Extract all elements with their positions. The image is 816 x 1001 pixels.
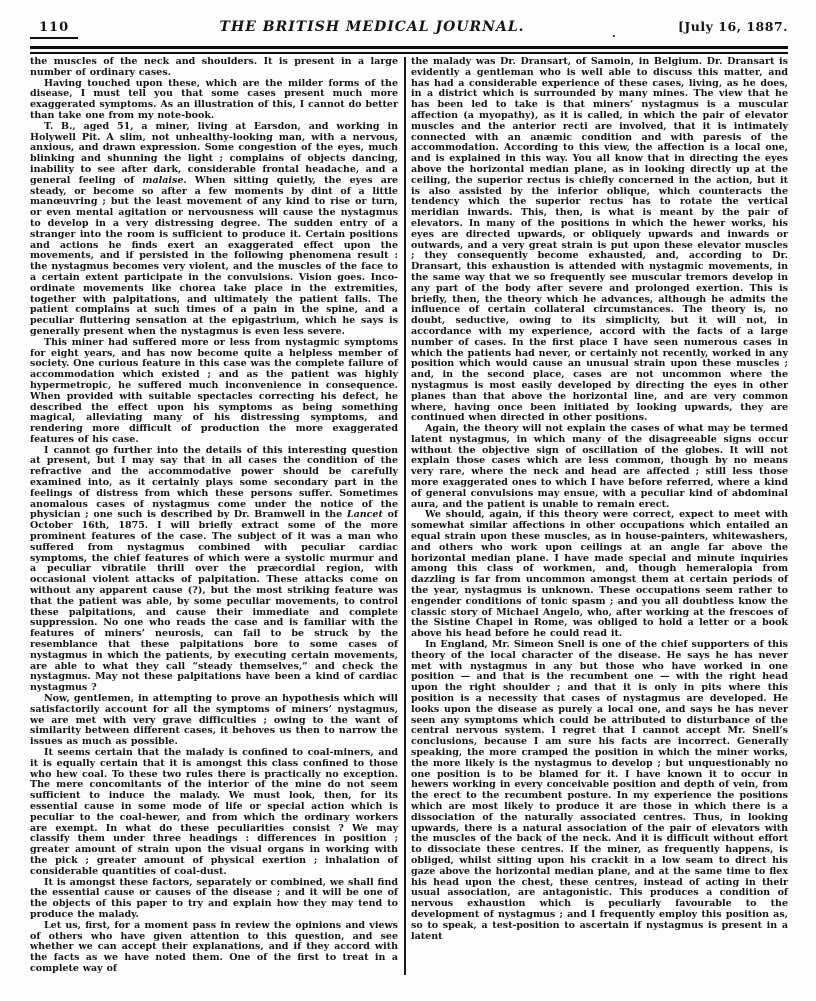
paragraph: T. B., aged 51, a miner, living at Earsdon, and working in Holywell Pit. A slim, not unhealthy-looking man, with a nervous, anxious, and drawn expression. Some congestion of the eyes, much blinking and shunning the light ; complains of objects dancing, inability to see after dark, considerable frontal headache, and a general feeling of malaise. When sitting quietly, the eyes are steady, or become so after a few moments by dint of a little manœuvring ; but the least movement of any kind to rise or turn, or even mental agitation or nervousness will cause the nystagmus to develop in a very distressing degree. The sudden entry of a stranger into the room is sufficient to produce it. Certain positions and actions he finds exert an exaggerated effect upon the movements, and if persisted in the following phenomena result : the nystagmus becomes very violent, and the muscles of the face to a certain extent participate in the convulsions. Vision goes. Inco-ordinate movements like chorea take place in the extremities, together with palpitations, and ultimately the patient falls. The patient complains at such times of a pain in the spine, and a peculiar fluttering sensation at the epigastrium, which he says is generally present when the nystagmus is even less severe. <box>30 120 398 337</box>
paragraph: I cannot go further into the details of this interesting question at present, but I may say that in all cases the condition of the refractive and the accommodative power should be carefully examined into, as it certainly plays some secondary part in the feelings of distress from which these persons suffer. Sometimes anomalous cases of nystagmus come under the notice of the physician ; one such is described by Dr. Bramwell in the Lancet of October 16th, 1875. I will briefly extract some of the more prominent features of the case. The subject of it was a man who suffered from nystagmus combined with peculiar cardiac symptoms, the chief features of which were a systolic murmur and a peculiar vibratile thrill over the præcordial region, with occasional violent attacks of palpitation. These attacks come on without any apparent cause (?), but the most striking feature was that the patient was able, by some peculiar movements, to control these palpitations, and cause their immediate and complete suppression. No one who reads the case and is familiar with the features of miners’ neurosis, can fail to be struck by the resemblance that these palpitations bore to some cases of nystagmus in which the patients, by executing certain movements, are able to what they call “steady themselves,” and check the nystagmus. May not these palpitations have been a kind of cardiac nystagmus ? <box>30 444 398 694</box>
paragraph: It seems certain that the malady is confined to coal-miners, and it is equally certain that it is amongst this class confined to those who hew coal. To these two rules there is practically no exception. The mere concomitants of the interior of the mine do not seem sufficient to induce the malady. We must look, then, for its essential cause in some mode of life or special action which is peculiar to the coal-hewer, and from which the ordinary workers are exempt. In what do these peculiarities consist ? We may classify them under three headings : differences in position ; greater amount of strain upon the visual organs in working with the pick ; greater amount of physical exertion ; inhalation of considerable quantities of coal-dust. <box>30 747 398 877</box>
paragraph: Having touched upon these, which are the milder forms of the disease, I must tell you that some cases present much more exaggerated symptoms. As an illustration of this, I cannot do better than take one from my note-book. <box>30 77 398 121</box>
paragraph: This miner had suffered more or less from nystagmic symptoms for eight years, and has now become quite a helpless member of society. One curious feature in this case was the complete failure of accommodation which existed ; and as the patient was highly hypermetropic, he suffered much inconvenience in consequence. When provided with suitable spectacles correcting his defect, he described the effect upon his symptoms as being something magical, alleviating many of his distressing symptoms, and rendering more difficult of production the more exaggerated features of his case. <box>30 336 398 445</box>
paragraph: Now, gentlemen, in attempting to prove an hypothesis which will satisfactorily account for all the symptoms of miners’ nystagmus, we are met with very grave difficulties ; owing to the want of similarity between different cases, it behoves us then to narrow the issues as much as possible. <box>30 693 398 748</box>
column-divider-rule <box>404 57 406 975</box>
paragraph: We should, again, if this theory were correct, expect to meet with somewhat similar affections in other occupations which entailed an equal strain upon these muscles, as in house-painters, whitewashers, and others who work upon ceilings at an angle far above the horizontal median plane. I have made special and minute inquiries among this class of workmen, and, though hemeralopia from dazzling is far from uncommon amongst them at certain periods of the year, nystagmus is unknown. These occupations seem rather to engender conditions of tonic spasm ; and you all doubtless know the classic story of Michael Angelo, who, after working at the frescoes of the Sistine Chapel in Rome, was obliged to hold a letter or a book above his head before he could read it. <box>411 509 788 640</box>
paragraph: Again, the theory will not explain the cases of what may be termed latent nystagmus, in which many of the disagreeable signs occur without the objective sign of oscillation of the globes. It will not explain those cases which are less common, though by no means very rare, where the neck and head are affected ; still less those more exaggerated ones to which I have before referred, where a kind of general convulsions may ensue, with a peculiar kind of abdominal aura, and the patient is unable to remain erect. <box>411 423 788 510</box>
paragraph: Let us, first, for a moment pass in review the opinions and views of others who have given attention to this question, and see whether we can accept their explanations, and if they accord with the facts as we have noted them. One of the first to treat in a complete way of <box>30 919 398 974</box>
article-body <box>30 57 788 975</box>
header-double-rule <box>30 46 788 54</box>
journal-title: THE BRITISH MEDICAL JOURNAL. <box>219 19 525 35</box>
right-column <box>411 57 788 975</box>
left-column <box>30 57 398 975</box>
paragraph: It is amongst these factors, separately or combined, we shall find the essential cause or causes of the disease ; and it will be one of the objects of this paper to try and explain how they may tend to produce the malady. <box>30 876 398 920</box>
issue-date: [July 16, 1887. <box>677 19 788 34</box>
page-number: 110 <box>30 20 78 39</box>
paragraph: In England, Mr. Simeon Snell is one of the chief supporters of this theory of the local character of the disease. He says he has never met with nystagmus in any but those who have worked in one position — and that is the recumbent one — with the right head upon the right shoulder ; and that it is only in pits where this position is a necessity that cases of nystagmus are developed. He looks upon the disease as purely a local one, and says he has never seen any symptoms which could be attributed to disturbance of the central nervous system. I regret that I cannot accept Mr. Snell’s conclusions, because I am sure his facts are incorrect. Generally speaking, the more cramped the position in which the miner works, the more likely is the nystagmus to develop ; but unquestionably no one position is to be blamed for it. I have known it to occur in hewers working in every conceivable position and depth of vein, from the erect to the recumbent posture. In my experience the positions which are most likely to produce it are those in which there is a dissociation of the naturally associated centres. Thus, in looking upwards, there is a natural association of the pair of elevators with the muscles of the back of the neck. And it is difficult without effort to dissociate these centres. If the miner, as frequently happens, is obliged, whilst sitting upon his crackit in a low seam to direct his gaze above the horizontal median plane, and at the same time to flex his head upon the chest, these centres, instead of acting in their usual association, are antagonistic. This produces a condition of nervous exhaustion which is peculiarly favourable to the development of nystagmus ; and I frequently employ this position as, so to speak, a test-position to ascertain if nystagmus is present in a latent <box>411 639 788 942</box>
paragraph: the malady was Dr. Dransart, of Samoin, in Belgium. Dr. Dransart is evidently a gentleman who is well able to discuss this matter, and has had a considerable experience of these cases, living, as he does, in a district which is surrounded by many mines. The view that he has been led to take is that miners’ nystagmus is a muscular affection (a myopathy), as it is called, in which the pair of elevator muscles and the anterior recti are involved, that it is intimately connected with an anæmic condition and with paresis of the accommodation. According to this view, the affection is a local one, and is explained in this way. You all know that in directing the eyes above the horizontal median plane, as in looking directly up at the ceiling, the superior rectus is chiefly concerned in the action, but it is also assisted by the inferior oblique, which counteracts the tendency which the superior rectus has to rotate the vertical meridian inwards. This, then, is what is meant by the pair of elevators. In many of the positions in which the hewer works, his eyes are directed upwards, or obliquely upwards and inwards or outwards, and a very great strain is put upon these elevator muscles ; they consequently become exhausted, and, according to Dr. Dransart, this exhaustion is attended with nystagmic movements, in the same way that we so frequently see muscular tremors develop in any part of the body after severe and prolonged exertion. This is briefly, then, the theory which he advances, although he admits the influence of certain collateral circumstances. The theory is, no doubt, seductive, owing to its simplicity, but it will not, in accordance with my experience, accord with the facts of a large number of cases. In the first place I have seen numerous cases in which the patients had never, or certainly not recently, worked in any position which would cause an unusual strain upon these muscles ; and, in the second place, cases are not uncommon where the nystagmus is most easily developed by directing the eyes in other planes than that above the horizontal line, and are very common where, having once been initiated by looking upwards, they are continued when directed in other positions. <box>411 56 788 424</box>
paragraph: the muscles of the neck and shoulders. It is present in a large number of ordinary cases. <box>30 56 398 78</box>
page-header <box>30 19 788 39</box>
scan-speck: . <box>612 27 616 40</box>
